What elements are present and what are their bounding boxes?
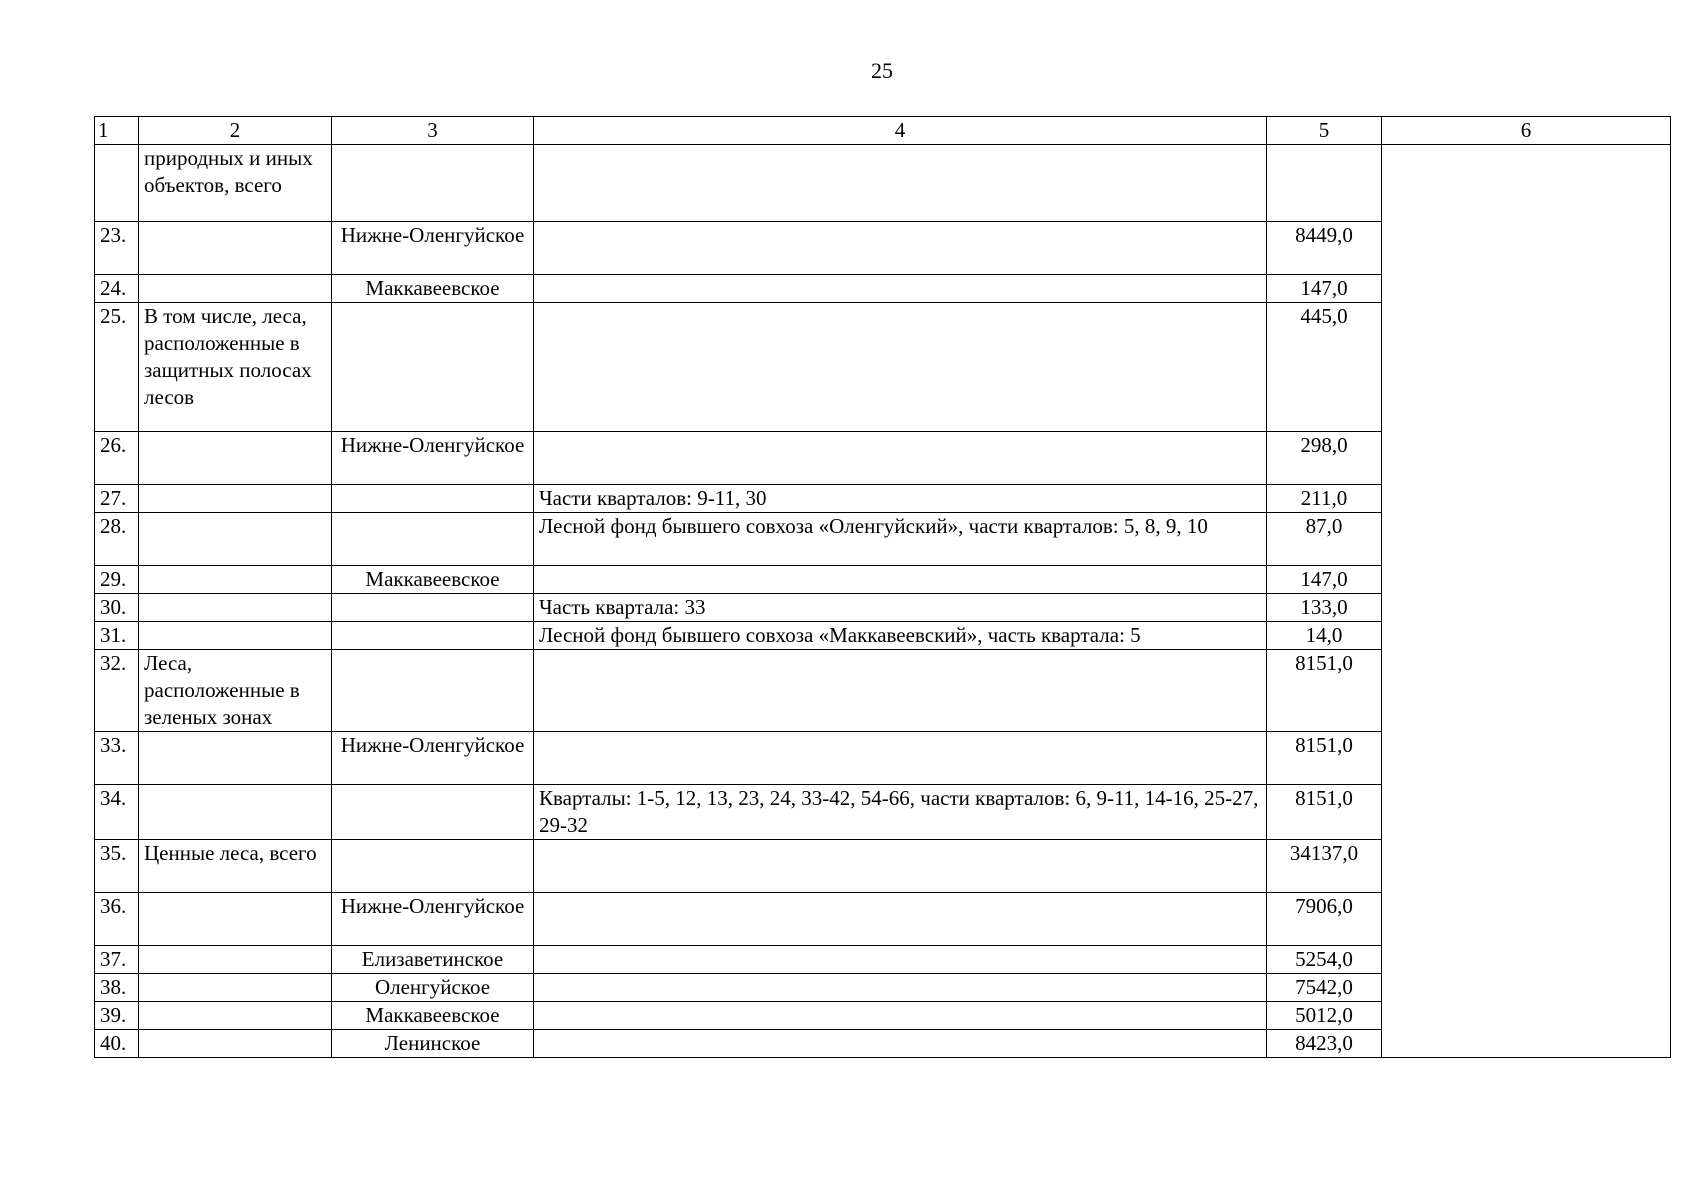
forestry-district — [332, 303, 534, 432]
forestry-district: Оленгуйское — [332, 974, 534, 1002]
table-body — [95, 145, 1671, 1058]
object-name — [139, 622, 332, 650]
area-value: 298,0 — [1267, 432, 1382, 485]
area-value: 445,0 — [1267, 303, 1382, 432]
location-description — [534, 974, 1267, 1002]
area-value: 5012,0 — [1267, 1002, 1382, 1030]
area-value: 8151,0 — [1267, 732, 1382, 785]
forestry-district: Маккавеевское — [332, 275, 534, 303]
forestry-district: Ленинское — [332, 1030, 534, 1058]
area-value: 147,0 — [1267, 275, 1382, 303]
object-name: В том числе, леса, расположенные в защитных полосах лесов — [139, 303, 332, 432]
row-number: 34. — [95, 785, 139, 840]
object-name: природных и иных объектов, всего — [139, 145, 332, 222]
column-header-4: 4 — [534, 117, 1267, 145]
object-name — [139, 1002, 332, 1030]
object-name: Ценные леса, всего — [139, 840, 332, 893]
location-description — [534, 303, 1267, 432]
object-name — [139, 893, 332, 946]
row-number: 27. — [95, 485, 139, 513]
object-name — [139, 513, 332, 566]
column-header-5: 5 — [1267, 117, 1382, 145]
column-header-2: 2 — [139, 117, 332, 145]
area-value: 8151,0 — [1267, 650, 1382, 732]
column-header-6: 6 — [1382, 117, 1671, 145]
forestry-district — [332, 622, 534, 650]
column-header-1: 1 — [95, 117, 139, 145]
forestry-district: Маккавеевское — [332, 1002, 534, 1030]
forestry-district: Нижне-Оленгуйское — [332, 732, 534, 785]
area-value: 87,0 — [1267, 513, 1382, 566]
forestry-district — [332, 785, 534, 840]
location-description — [534, 650, 1267, 732]
forestry-district: Елизаветинское — [332, 946, 534, 974]
row-number: 25. — [95, 303, 139, 432]
row-number — [95, 145, 139, 222]
location-description — [534, 566, 1267, 594]
location-description — [534, 275, 1267, 303]
area-value: 8449,0 — [1267, 222, 1382, 275]
row-number: 38. — [95, 974, 139, 1002]
column-6-cell — [1382, 145, 1671, 1058]
row-number: 37. — [95, 946, 139, 974]
area-value: 7906,0 — [1267, 893, 1382, 946]
forestry-district: Нижне-Оленгуйское — [332, 432, 534, 485]
location-description — [534, 222, 1267, 275]
location-description — [534, 840, 1267, 893]
location-description — [534, 893, 1267, 946]
location-description — [534, 1002, 1267, 1030]
row-number: 33. — [95, 732, 139, 785]
row-number: 28. — [95, 513, 139, 566]
forest-table — [94, 116, 1671, 1058]
object-name — [139, 785, 332, 840]
row-number: 40. — [95, 1030, 139, 1058]
area-value: 8423,0 — [1267, 1030, 1382, 1058]
area-value: 133,0 — [1267, 594, 1382, 622]
location-description — [534, 432, 1267, 485]
object-name — [139, 946, 332, 974]
column-header-3: 3 — [332, 117, 534, 145]
object-name: Леса, расположенные в зеленых зонах — [139, 650, 332, 732]
location-description: Части кварталов: 9-11, 30 — [534, 485, 1267, 513]
object-name — [139, 566, 332, 594]
forestry-district — [332, 513, 534, 566]
row-number: 32. — [95, 650, 139, 732]
forestry-district — [332, 840, 534, 893]
location-description — [534, 145, 1267, 222]
forestry-district — [332, 650, 534, 732]
area-value: 7542,0 — [1267, 974, 1382, 1002]
row-number: 35. — [95, 840, 139, 893]
row-number: 29. — [95, 566, 139, 594]
object-name — [139, 594, 332, 622]
forestry-district: Маккавеевское — [332, 566, 534, 594]
table-row — [95, 145, 1671, 222]
object-name — [139, 432, 332, 485]
row-number: 30. — [95, 594, 139, 622]
header-row — [95, 117, 1671, 145]
area-value: 14,0 — [1267, 622, 1382, 650]
row-number: 36. — [95, 893, 139, 946]
location-description — [534, 946, 1267, 974]
area-value: 8151,0 — [1267, 785, 1382, 840]
area-value: 5254,0 — [1267, 946, 1382, 974]
forestry-district — [332, 594, 534, 622]
row-number: 24. — [95, 275, 139, 303]
area-value: 34137,0 — [1267, 840, 1382, 893]
forestry-district — [332, 145, 534, 222]
row-number: 23. — [95, 222, 139, 275]
row-number: 39. — [95, 1002, 139, 1030]
area-value: 147,0 — [1267, 566, 1382, 594]
forestry-district: Нижне-Оленгуйское — [332, 893, 534, 946]
object-name — [139, 732, 332, 785]
row-number: 26. — [95, 432, 139, 485]
forestry-district — [332, 485, 534, 513]
object-name — [139, 485, 332, 513]
location-description: Часть квартала: 33 — [534, 594, 1267, 622]
location-description: Лесной фонд бывшего совхоза «Оленгуйский», части кварталов: 5, 8, 9, 10 — [534, 513, 1267, 566]
location-description — [534, 732, 1267, 785]
forestry-district: Нижне-Оленгуйское — [332, 222, 534, 275]
object-name — [139, 222, 332, 275]
object-name — [139, 1030, 332, 1058]
location-description: Лесной фонд бывшего совхоза «Маккавеевский», часть квартала: 5 — [534, 622, 1267, 650]
page-number: 25 — [871, 58, 893, 83]
area-value — [1267, 145, 1382, 222]
row-number: 31. — [95, 622, 139, 650]
object-name — [139, 974, 332, 1002]
location-description — [534, 1030, 1267, 1058]
location-description: Кварталы: 1-5, 12, 13, 23, 24, 33-42, 54-66, части кварталов: 6, 9-11, 14-16, 25-27, 29-32 — [534, 785, 1267, 840]
area-value: 211,0 — [1267, 485, 1382, 513]
object-name — [139, 275, 332, 303]
